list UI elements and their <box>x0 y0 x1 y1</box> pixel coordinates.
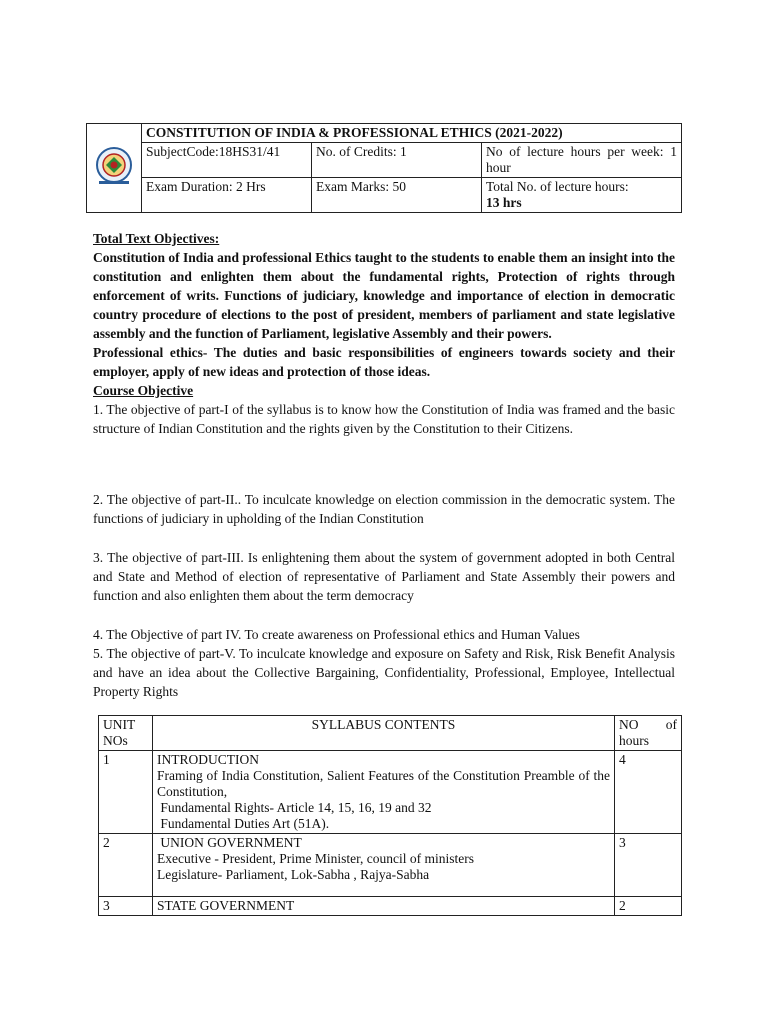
course-title: CONSTITUTION OF INDIA & PROFESSIONAL ETHICS (2021-2022) <box>142 124 682 143</box>
total-hours-value: 13 hrs <box>486 195 522 210</box>
unit-number: 1 <box>99 751 153 834</box>
course-objective-3-block <box>93 548 675 605</box>
course-objective-heading: Course Objective <box>93 383 194 398</box>
exam-duration: Exam Duration: 2 Hrs <box>142 178 312 213</box>
unit-number: 3 <box>99 897 153 916</box>
unit-contents <box>153 897 615 916</box>
table-row <box>99 751 682 834</box>
unit-line: Legislature- Parliament, Lok-Sabha , Rajya-Sabha <box>157 867 430 882</box>
unit-title: INTRODUCTION <box>157 752 259 767</box>
objectives-paragraph-1: Constitution of India and professional Ethics taught to the students to enable them an insight into the constitution and enlighten them about the fundamental rights, Protection of rights through enforcement of writs. Functions of judiciary, knowledge and importance of election in democratic country procedure of elections to the post of president, members of parliament and state legislative assembly and the function of Parliament, legislative Assembly and their powers. <box>93 250 675 341</box>
unit-line: Fundamental Rights- Article 14, 15, 16, 19 and 32 <box>157 800 432 815</box>
total-hours-label: Total No. of lecture hours: <box>486 179 629 194</box>
unit-contents <box>153 751 615 834</box>
objectives-section <box>93 229 675 438</box>
course-objective-5: 5. The objective of part-V. To inculcate knowledge and exposure on Safety and Risk, Risk Benefit Analysis and have an idea about the Collective Bargaining, Confidentiality, Professional, Employee, Intellectual Property Rights <box>93 646 675 699</box>
college-emblem-icon <box>91 143 137 189</box>
course-objective-2-block <box>93 490 675 528</box>
unit-line: Framing of India Constitution, Salient Features of the Constitution Preamble of the Constitution, <box>157 768 610 799</box>
syllabus-header-row <box>99 716 682 751</box>
subject-code: SubjectCode:18HS31/41 <box>142 143 312 178</box>
lecture-hours-per-week-text: No of lecture hours per week: 1 hour <box>486 144 677 175</box>
table-row <box>99 897 682 916</box>
unit-title: UNION GOVERNMENT <box>157 835 302 850</box>
unit-title: STATE GOVERNMENT <box>157 898 295 913</box>
course-objective-4: 4. The Objective of part IV. To create awareness on Professional ethics and Human Values <box>93 627 580 642</box>
hours-column-header: NO of hours <box>615 716 682 751</box>
total-lecture-hours <box>482 178 682 213</box>
course-objective-4-5-block <box>93 625 675 701</box>
course-objective-1: 1. The objective of part-I of the syllabus is to know how the Constitution of India was framed and the basic structure of Indian Constitution and the rights given by the Constitution to their Citizens. <box>93 402 675 436</box>
course-header-table <box>86 123 682 213</box>
unit-number: 2 <box>99 834 153 897</box>
logo-cell <box>87 124 142 213</box>
unit-hours: 2 <box>615 897 682 916</box>
unit-line: Executive - President, Prime Minister, council of ministers <box>157 851 475 866</box>
unit-column-header: UNIT NOs <box>99 716 153 751</box>
unit-hours: 3 <box>615 834 682 897</box>
syllabus-table <box>98 715 682 916</box>
exam-marks: Exam Marks: 50 <box>312 178 482 213</box>
objectives-paragraph-2: Professional ethics- The duties and basic responsibilities of engineers towards society and their employer, apply of new ideas and protection of those ideas. <box>93 345 675 379</box>
objectives-heading: Total Text Objectives: <box>93 231 220 246</box>
contents-column-header: SYLLABUS CONTENTS <box>153 716 615 751</box>
unit-line: Fundamental Duties Art (51A). <box>157 816 330 831</box>
table-row <box>99 834 682 897</box>
lecture-hours-per-week <box>482 143 682 178</box>
course-objective-2: 2. The objective of part-II.. To inculcate knowledge on election commission in the democratic system. The functions of judiciary in upholding of the Indian Constitution <box>93 492 675 526</box>
unit-hours: 4 <box>615 751 682 834</box>
credits: No. of Credits: 1 <box>312 143 482 178</box>
unit-contents <box>153 834 615 897</box>
course-objective-3: 3. The objective of part-III. Is enlightening them about the system of government adopted in both Central and State and Method of election of representative of Parliament and State Assembly their powers and function and also enlighten them about the term democracy <box>93 550 675 603</box>
